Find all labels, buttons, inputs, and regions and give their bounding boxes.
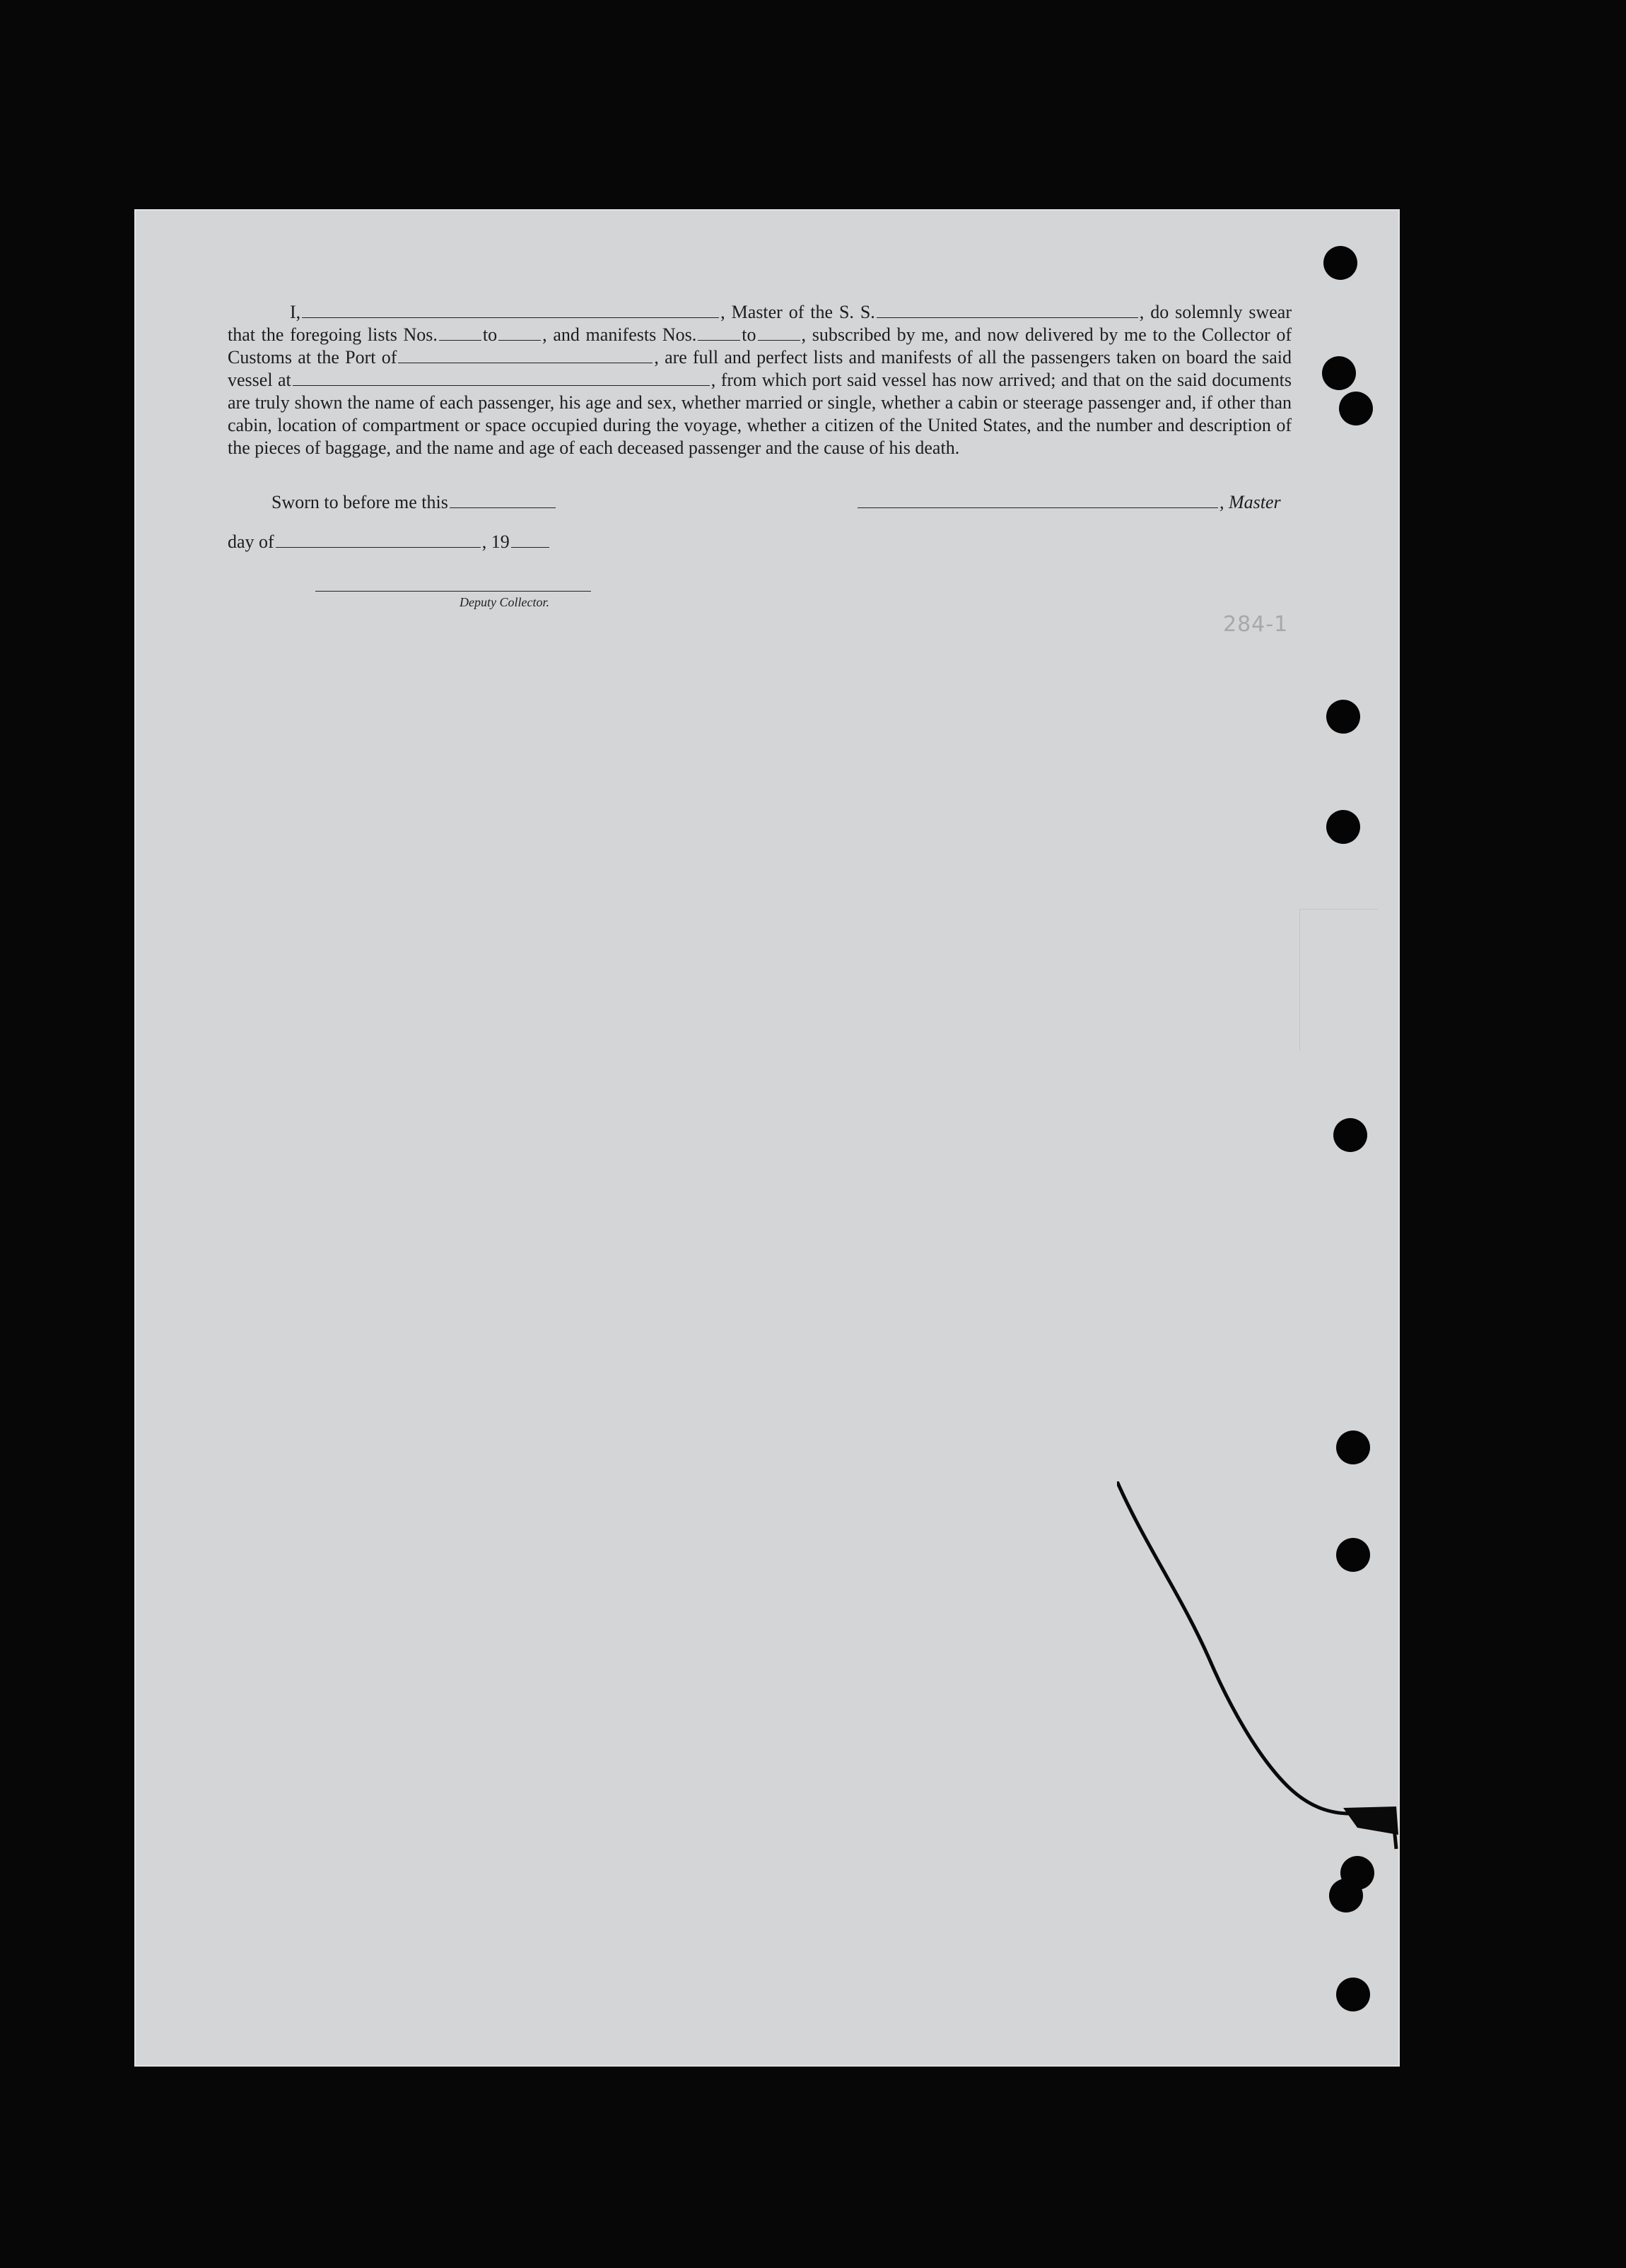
punch-hole bbox=[1326, 810, 1360, 844]
lists-to-blank bbox=[498, 339, 541, 341]
master-name-blank bbox=[302, 317, 719, 318]
port-blank bbox=[398, 362, 653, 363]
manifests-from-blank bbox=[698, 339, 740, 341]
sworn-line bbox=[271, 492, 557, 513]
lists-from-blank bbox=[439, 339, 481, 341]
sworn-day-blank bbox=[450, 507, 556, 508]
deputy-signature-line bbox=[315, 591, 591, 592]
oath-i: I, bbox=[290, 302, 301, 322]
oath-from-which: , from which port said vessel has now arrived; and that on the said documents are truly shown the name of each passenger, his age and sex, whether married or single, whether a cabin or steerage passenger and, if other than cabin, location of compartment or space occupied during the voyage, whether a citizen of the United States, and the number and description of the pieces of baggage, and the name and age of each deceased passenger and the cause of his death. bbox=[228, 370, 1292, 458]
departure-port-blank bbox=[293, 384, 710, 386]
oath-to-1: to bbox=[482, 324, 498, 345]
stamp-mark: 284-1 bbox=[1223, 612, 1289, 637]
oath-and-manifests: , and manifests Nos. bbox=[542, 324, 697, 345]
punch-hole bbox=[1333, 1118, 1367, 1152]
year-label: , 19 bbox=[481, 531, 510, 552]
oath-do-solemnly: , do solemnly swear that the foregoing lists Nos. bbox=[228, 302, 1292, 345]
faint-tab-mark bbox=[1299, 909, 1378, 1051]
punch-hole bbox=[1336, 1978, 1370, 2011]
month-blank bbox=[276, 546, 481, 548]
master-signature-line bbox=[856, 492, 1281, 513]
oath-subscribed: , subscribed by me, and now delivered by me to the Collector of Customs at the Port of bbox=[228, 324, 1292, 368]
oath-to-2: to bbox=[742, 324, 756, 345]
master-oath-paragraph bbox=[228, 301, 1292, 459]
punch-hole bbox=[1322, 356, 1356, 390]
tear-line bbox=[1117, 1481, 1400, 1877]
year-blank bbox=[511, 546, 549, 548]
punch-hole bbox=[1326, 700, 1360, 734]
manifest-page bbox=[134, 209, 1400, 2067]
oath-master-of-ss: , Master of the S. S. bbox=[720, 302, 875, 322]
date-line bbox=[228, 531, 551, 553]
day-of-label: day of bbox=[228, 531, 274, 552]
deputy-collector-label: Deputy Collector. bbox=[460, 595, 549, 609]
oath-are-full: , are full and perfect lists and manifests of all the passengers taken on board the said vessel at bbox=[228, 347, 1292, 390]
master-label: , Master bbox=[1220, 492, 1281, 512]
punch-hole bbox=[1323, 246, 1357, 280]
manifests-to-blank bbox=[758, 339, 800, 341]
ship-name-blank bbox=[877, 317, 1138, 318]
punch-hole bbox=[1329, 1879, 1363, 1912]
punch-hole bbox=[1336, 1430, 1370, 1464]
punch-hole bbox=[1339, 392, 1373, 425]
sworn-label: Sworn to before me this bbox=[271, 492, 448, 512]
master-signature-blank bbox=[858, 507, 1218, 508]
